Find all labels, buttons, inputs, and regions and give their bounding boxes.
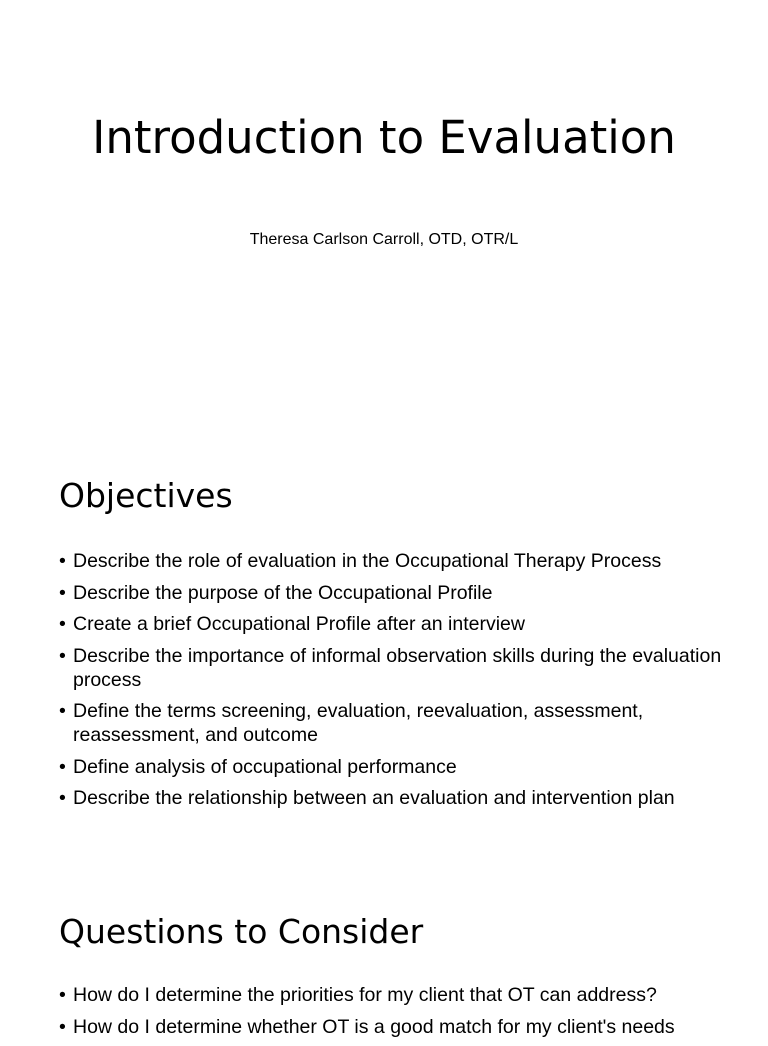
- question-item: • How do I determine the priorities for my client that OT can address?: [59, 983, 739, 1007]
- objective-item: • Define the terms screening, evaluation, reevaluation, assessment, reassessment, and outcome: [59, 699, 739, 747]
- title-slide: [0, 0, 768, 420]
- objectives-list: [59, 549, 739, 818]
- objectives-heading: Objectives: [59, 476, 233, 515]
- questions-heading: Questions to Consider: [59, 912, 424, 951]
- objective-item: • Describe the role of evaluation in the Occupational Therapy Process: [59, 549, 739, 573]
- presenter-name: Theresa Carlson Carroll, OTD, OTR/L: [249, 231, 519, 248]
- questions-slide: [0, 880, 768, 1038]
- objective-item: • Create a brief Occupational Profile after an interview: [59, 612, 739, 636]
- objective-item: • Define analysis of occupational performance: [59, 755, 739, 779]
- questions-list: [59, 983, 739, 1046]
- objective-item: • Describe the importance of informal observation skills during the evaluation process: [59, 644, 739, 692]
- objectives-slide: [0, 432, 768, 872]
- presentation-title: Introduction to Evaluation: [92, 111, 676, 164]
- question-item: • How do I determine whether OT is a good match for my client's needs: [59, 1015, 739, 1039]
- objective-item: • Describe the purpose of the Occupational Profile: [59, 581, 739, 605]
- objective-item: • Describe the relationship between an evaluation and intervention plan: [59, 786, 739, 810]
